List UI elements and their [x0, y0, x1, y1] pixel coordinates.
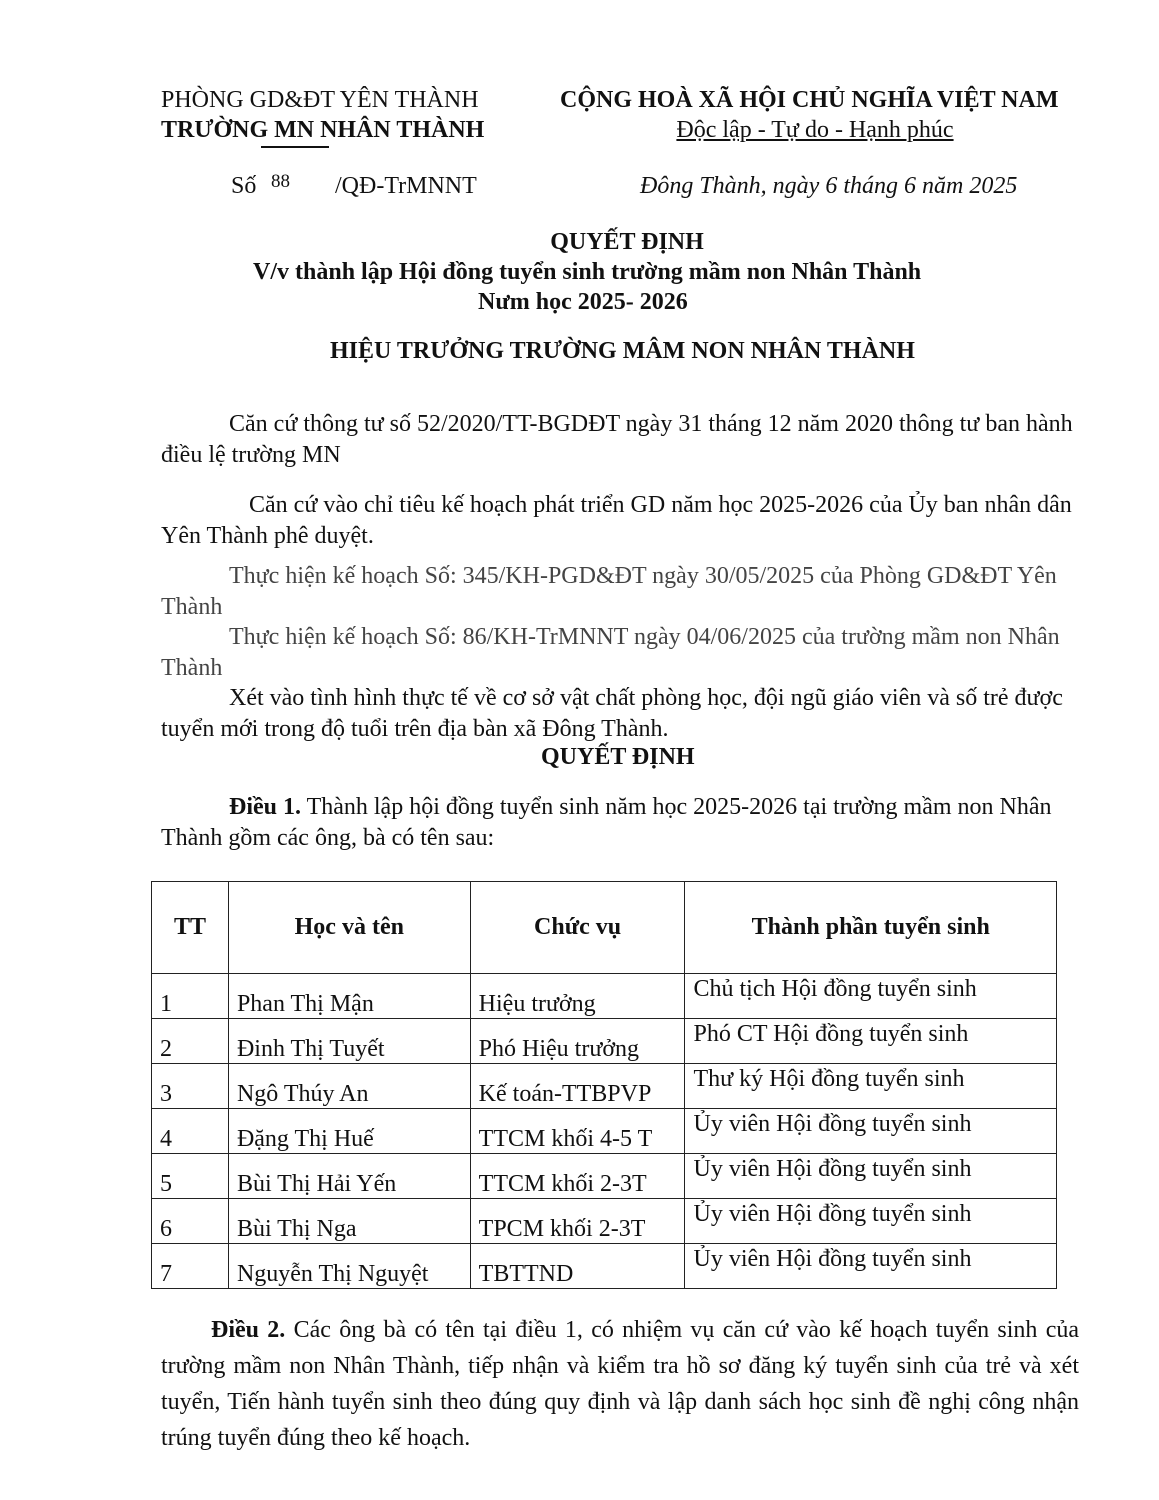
row-number: 2	[152, 1019, 229, 1064]
member-position: Kế toán-TTBPVP	[470, 1064, 685, 1109]
article-2-text: Các ông bà có tên tại điều 1, có nhiệm vụ căn cứ vào kế hoạch tuyển sinh của trường mầm non Nhân Thành, tiếp nhận và kiểm tra hồ sơ đăng ký tuyển sinh của trẻ và xét tuyển, Tiến hành tuyển sinh theo đúng quy định và lập danh sách học sinh đề nghị công nhận trúng tuyển đúng theo kế hoạch.	[161, 1317, 1080, 1451]
article-2	[161, 1312, 1079, 1456]
national-motto: Độc lập - Tự do - Hạnh phúc	[676, 117, 954, 143]
decision-heading: QUYẾT ĐỊNH	[541, 744, 695, 770]
row-number: 1	[152, 974, 229, 1019]
table-row	[152, 1199, 1057, 1244]
member-name: Đinh Thị Tuyết	[228, 1019, 470, 1064]
header-tt: TT	[152, 882, 229, 974]
member-name: Phan Thị Mận	[228, 974, 470, 1019]
preamble-plan-basis: Căn cứ vào chỉ tiêu kế hoạch phát triển GD năm học 2025-2026 của Ủy ban nhân dân Yên Thành phê duyệt.	[161, 492, 1072, 549]
member-role: Ủy viên Hội đồng tuyển sinh	[685, 1109, 1057, 1154]
table-row	[152, 1064, 1057, 1109]
table-row	[152, 1154, 1057, 1199]
member-position: Phó Hiệu trưởng	[470, 1019, 685, 1064]
row-number: 3	[152, 1064, 229, 1109]
decision-subject: V/v thành lập Hội đồng tuyển sinh trường mầm non Nhân Thành	[253, 259, 922, 285]
preamble-considerations: Xét vào tình hình thực tế về cơ sở vật chất phòng học, đội ngũ giáo viên và số trẻ được tuyển mới trong độ tuổi trên địa bàn xã Đông Thành.	[161, 685, 1063, 742]
national-title: CỘNG HOÀ XÃ HỘI CHỦ NGHĨA VIỆT NAM	[560, 87, 1059, 113]
member-name: Nguyễn Thị Nguyệt	[228, 1244, 470, 1289]
article-1	[161, 792, 1079, 854]
decision-title: QUYẾT ĐỊNH	[550, 229, 704, 255]
article-2-label: Điều 2.	[211, 1317, 286, 1343]
table-row	[152, 974, 1057, 1019]
member-name: Ngô Thúy An	[228, 1064, 470, 1109]
member-role: Chủ tịch Hội đồng tuyển sinh	[685, 974, 1057, 1019]
header-position: Chức vụ	[470, 882, 685, 974]
row-number: 6	[152, 1199, 229, 1244]
document-date: Đông Thành, ngày 6 tháng 6 năm 2025	[640, 173, 1018, 199]
member-name: Đặng Thị Huế	[228, 1109, 470, 1154]
document-number: 88	[271, 171, 290, 192]
member-role: Phó CT Hội đồng tuyển sinh	[685, 1019, 1057, 1064]
preamble-school-plan: Thực hiện kế hoạch Số: 86/KH-TrMNNT ngày 04/06/2025 của trường mầm non Nhân Thành	[161, 624, 1060, 681]
department-name: PHÒNG GD&ĐT YÊN THÀNH	[161, 87, 479, 113]
preamble-district-plan: Thực hiện kế hoạch Số: 345/KH-PGD&ĐT ngày 30/05/2025 của Phòng GD&ĐT Yên Thành	[161, 563, 1057, 620]
member-role: Thư ký Hội đồng tuyển sinh	[685, 1064, 1057, 1109]
member-position: Hiệu trưởng	[470, 974, 685, 1019]
member-role: Ủy viên Hội đồng tuyển sinh	[685, 1244, 1057, 1289]
row-number: 5	[152, 1154, 229, 1199]
header-council-role: Thành phần tuyển sinh	[685, 882, 1057, 974]
member-position: TPCM khối 2-3T	[470, 1199, 685, 1244]
header-full-name: Học và tên	[228, 882, 470, 974]
table-row	[152, 1244, 1057, 1289]
council-members-table	[151, 881, 1057, 1289]
member-position: TBTTND	[470, 1244, 685, 1289]
table-row	[152, 1109, 1057, 1154]
member-name: Bùi Thị Nga	[228, 1199, 470, 1244]
member-role: Ủy viên Hội đồng tuyển sinh	[685, 1199, 1057, 1244]
table-row	[152, 1019, 1057, 1064]
member-position: TTCM khối 4-5 T	[470, 1109, 685, 1154]
document-number-label: Số	[231, 173, 257, 199]
school-name: TRƯỜNG MN NHÂN THÀNH	[161, 117, 485, 143]
issuing-authority: HIỆU TRƯỞNG TRƯỜNG MÂM NON NHÂN THÀNH	[330, 338, 915, 364]
member-role: Ủy viên Hội đồng tuyển sinh	[685, 1154, 1057, 1199]
table-header-row	[152, 882, 1057, 974]
article-1-label: Điều 1.	[229, 794, 301, 820]
member-name: Bùi Thị Hải Yến	[228, 1154, 470, 1199]
preamble-legal-basis: Căn cứ thông tư số 52/2020/TT-BGDĐT ngày 31 tháng 12 năm 2020 thông tư ban hành điều lệ trường MN	[161, 411, 1073, 468]
row-number: 7	[152, 1244, 229, 1289]
member-position: TTCM khối 2-3T	[470, 1154, 685, 1199]
school-year: Nưm học 2025- 2026	[478, 289, 688, 315]
article-1-text: Thành lập hội đồng tuyển sinh năm học 2025-2026 tại trường mầm non Nhân Thành gồm các ông, bà có tên sau:	[161, 794, 1052, 851]
document-number-suffix: /QĐ-TrMNNT	[335, 173, 477, 199]
school-name-underline	[261, 146, 329, 148]
row-number: 4	[152, 1109, 229, 1154]
